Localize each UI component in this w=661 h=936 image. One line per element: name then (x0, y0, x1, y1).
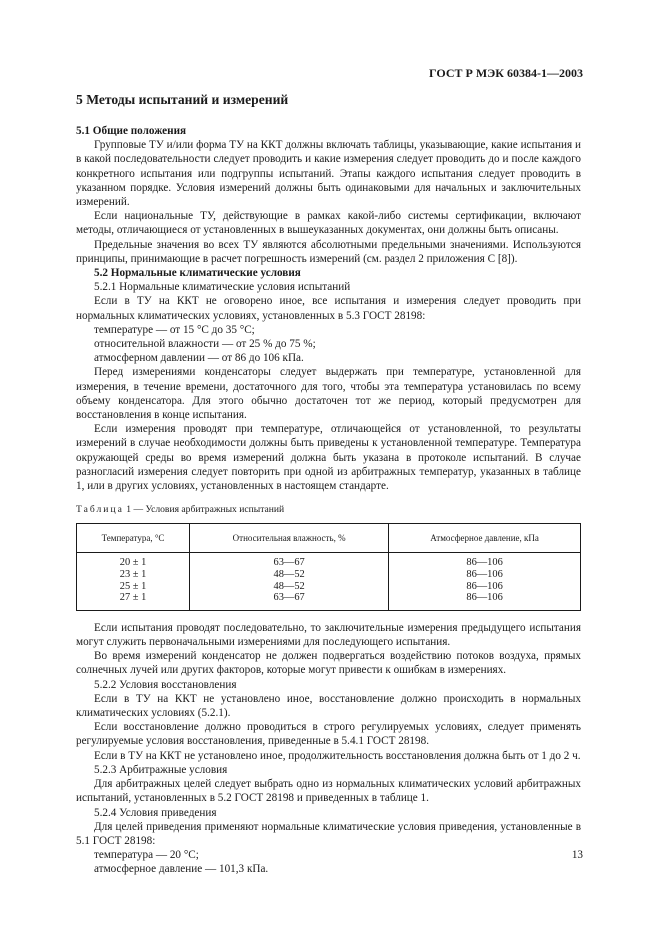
paragraph: Для целей приведения применяют нормальные климатические условия приведения, установленные в 5.1 ГОСТ 28198: (76, 820, 581, 847)
table-cell: 86—106 (466, 569, 503, 581)
condition-item: температуре — от 15 °С до 35 °С; (94, 323, 255, 336)
table-cell: 48—52 (273, 569, 305, 581)
paragraph: Если измерения проводят при температуре, отличающейся от установленной, то результаты измерений в случае необходимости должны быть приведены к установленной температуре. Температура окружающей среды во время измерений должна быть указана в протоколе испытаний. В случае разногласий измерения следует повторить при одной из арбитражных температур, указанных в таблице 1, или в других условиях, установленных в настоящем стандарте. (76, 423, 581, 493)
paragraph: Предельные значения во всех ТУ являются абсолютными предельными значениями. Используются принципы, принимающие в расчет погрешность измерений (см. раздел 2 приложения С [8]). (76, 238, 581, 265)
paragraph: Если в ТУ на ККТ не установлено иное, продолжительность восстановления должна быть от 1 до 2 ч. (94, 749, 581, 762)
subsection-5-2-1-title: 5.2.1 Нормальные климатические условия испытаний (94, 281, 351, 294)
condition-item: относительной влажности — от 25 % до 75 %; (94, 338, 316, 351)
table-label: Таблица (76, 504, 124, 516)
subsection-5-2-3-title: 5.2.3 Арбитражные условия (94, 763, 228, 776)
subsection-5-2-title: 5.2 Нормальные климатические условия (94, 267, 301, 280)
condition-item: атмосферном давлении — от 86 до 106 кПа. (94, 352, 304, 365)
paragraph: Если испытания проводят последовательно, то заключительные измерения предыдущего испытания могут служить первоначальными измерениями для последующего испытания. (76, 621, 581, 649)
table-cell: 86—106 (466, 580, 503, 592)
arbitration-conditions-table (76, 523, 581, 610)
paragraph: Если в ТУ на ККТ не оговорено иное, все испытания и измерения следует проводить при нормальных климатических условиях, установленных в 5.3 ГОСТ 28198: (76, 295, 581, 322)
humidity-column (190, 553, 389, 610)
table-header-cell: Относительная влажность, % (190, 524, 389, 553)
paragraph: Если в ТУ на ККТ не установлено иное, восстановление должно происходить в нормальных климатических условиях (5.2.1). (76, 692, 581, 720)
paragraph: Групповые ТУ и/или форма ТУ на ККТ должны включать таблицы, указывающие, какие испытания и в какой последовательности следует проводить и какие измерения следует проводить до и после каждого конкретного испытания или подгруппы испытаний. Этапы каждого испытания следует проводить в указанном порядке. Условия измерений должны быть одинаковыми для начальных и заключительных измерений. (76, 139, 581, 209)
document-header: ГОСТ Р МЭК 60384-1—2003 (429, 66, 583, 80)
paragraph: Перед измерениями конденсаторы следует выдержать при температуре, установленной для измерения, в течение времени, достаточного для того, чтобы эта температура установилась по всему объему конденсатора. Для этого обычно достаточен тот же период, который предусмотрен для восстановления в конце испытания. (76, 366, 581, 422)
table-caption (76, 503, 581, 517)
section-title: 5 Методы испытаний и измерений (76, 92, 289, 107)
table-cell: 20 ± 1 (119, 557, 147, 569)
table-cell: 63—67 (273, 592, 305, 604)
condition-item: температура — 20 °С; (94, 849, 199, 862)
subsection-5-2-4-title: 5.2.4 Условия приведения (94, 806, 217, 819)
page-number: 13 (571, 849, 583, 861)
page-content (76, 92, 581, 877)
pressure-column (389, 553, 581, 610)
table-cell: 86—106 (466, 557, 503, 569)
table-cell: 27 ± 1 (119, 592, 147, 604)
table-caption-text: 1 — Условия арбитражных испытаний (126, 504, 285, 516)
table-cell: 86—106 (466, 592, 503, 604)
table-cell: 48—52 (273, 580, 305, 592)
table-header-cell: Атмосферное давление, кПа (389, 524, 581, 553)
table-header-cell: Температура, °С (77, 524, 190, 553)
temperature-column (77, 553, 190, 610)
paragraph: Если национальные ТУ, действующие в рамках какой-либо системы сертификации, включают методы, отличающиеся от установленных в вышеуказанных документах, они должны быть описаны. (76, 210, 581, 237)
paragraph: Если восстановление должно проводиться в строго регулируемых условиях, следует применять регулируемые условия восстановления, приведенные в 5.4.1 ГОСТ 28198. (76, 721, 581, 748)
table-cell: 23 ± 1 (119, 569, 147, 581)
subsection-5-2-2-title: 5.2.2 Условия восстановления (94, 678, 237, 691)
paragraph: Во время измерений конденсатор не должен подвергаться воздействию потоков воздуха, прямых солнечных лучей или других факторов, которые могут привести к ошибкам в измерениях. (76, 650, 581, 677)
paragraph: Для арбитражных целей следует выбрать одно из нормальных климатических условий арбитражных испытаний, установленных в 5.2 ГОСТ 28198 и приведенных в таблице 1. (76, 778, 581, 805)
condition-item: атмосферное давление — 101,3 кПа. (94, 863, 269, 876)
subsection-5-1-title: 5.1 Общие положения (76, 125, 187, 137)
table-cell: 63—67 (273, 557, 305, 569)
table-cell: 25 ± 1 (119, 580, 147, 592)
